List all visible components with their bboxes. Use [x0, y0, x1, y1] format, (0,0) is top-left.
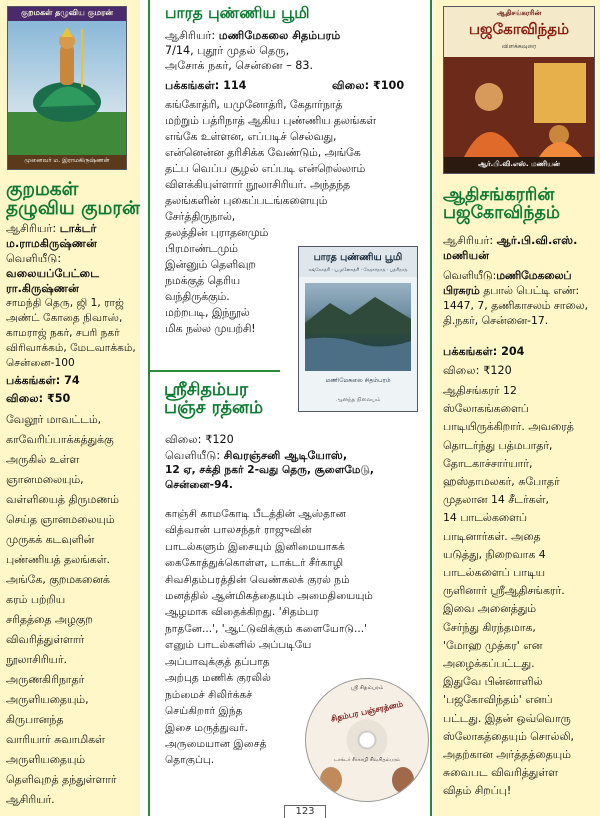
review-body-panchasrathnam-continued: அப்பாவுக்குத் தப்பாத அற்புத மணிக் குரலில் நம்மைச் சிலிர்க்கச் செய்கிறார் இந்த இசை மருத்துவர். அருமையான இசைத் தொகுப்பு.: [165, 656, 271, 767]
cover-title: பாரத புண்ணிய பூமி: [313, 252, 403, 263]
book-title-panchasrathnam: ஸ்ரீசிதம்பர பஞ்ச ரத்னம்: [164, 380, 264, 419]
author-name: டாக்டர் ம.ராமகிருஷ்ணன்: [6, 222, 98, 250]
publisher-label: வெளியீடு:: [165, 449, 221, 462]
publisher-label: வெளியீடு:: [6, 252, 62, 265]
column-divider-left: [148, 0, 150, 816]
review-body-bharatha-continued: சேர்த்திருநால், தலத்தின் புராதனமும் பிரமாண்டமும் இன்னும் தெளிவுற நமக்குத் தெரிய வந்திருக்கும். மற்றபடி, இந்நூல் மிக நல்ல முயற்சி!: [165, 210, 269, 335]
pages-label: பக்கங்கள்:: [6, 374, 61, 387]
author-line: [443, 233, 598, 263]
price-label: விலை:: [332, 79, 370, 92]
price-line: [165, 432, 234, 447]
author-line: [165, 28, 427, 43]
book-title-kuramagal: குறமகள் தழுவிய குமரன்: [6, 179, 140, 220]
author-label: ஆசிரியர்:: [443, 234, 494, 247]
column-divider-right: [430, 0, 432, 816]
price-value: ₹50: [46, 392, 71, 405]
price-line: [332, 78, 404, 93]
author-name: ஆர்.பி.வி.எஸ். மணியன்: [443, 234, 578, 262]
publisher-name: வலையப்பேட்டை ரா.கிருஷ்ணன்: [6, 267, 100, 295]
cover-subtitle: கங்கோத்ரி · யமுனோத்ரி · கேதார்நாத் · பத்ரிநாத்: [308, 268, 408, 273]
book-cover-bharatha: [298, 246, 418, 412]
author-label: ஆசிரியர்:: [165, 29, 216, 42]
publisher-name: சிவரஞ்சனி ஆடியோஸ்,: [223, 449, 348, 462]
author-name: மணிமேகலை சிதம்பரம்: [218, 29, 341, 42]
book-cover-kuramagal: [7, 6, 127, 170]
publisher-label: வெளியீடு:: [443, 269, 497, 282]
pages-label: பக்கங்கள்:: [165, 79, 220, 92]
price-value: ₹120: [205, 433, 234, 446]
cover-top-text: ஆதிசங்கரரின்: [496, 9, 542, 17]
music-cd: [305, 678, 429, 802]
cover-title: பஜகோவிந்தம்: [468, 20, 570, 38]
author-label: ஆசிரியர்:: [6, 222, 57, 235]
cd-title: சிதம்பர பஞ்சரத்னம்: [330, 699, 404, 724]
singer-photo-left: [320, 767, 342, 793]
cd-top-text: ஸ்ரீ சிதம்பரம்: [350, 685, 384, 691]
page-number: 123: [284, 805, 326, 818]
pages-line: [6, 373, 80, 388]
pages-line: [443, 344, 524, 359]
river-mountain-photo: [305, 283, 411, 371]
singer-photo-right: [392, 767, 414, 793]
publisher-name: மணிமேகலைப் பிரசுரம்: [443, 269, 572, 297]
review-body-panchasrathnam: காஞ்சி காமகோடி பீடத்தின் ஆஸ்தான வித்வான் பாலசந்தர் ராஜுவின் பாடல்களும் இசையும் இனிமையாகக் கைகோத்துக்கொள்ள, டாக்டர் சீர்காழி சிவசிதம்பரத்தின் வெண்கலக் குரல் நம் மனத்தில் ஆன்மிகத்தையும் அமைதியையும் ஆழமாக விதைக்கிறது. 'சிதம்பர நாதனே...', 'ஆட்டுவிக்கும் களையோடு...' எனும் பாடல்களில் அப்படியே: [165, 508, 373, 652]
sage-illustration: [444, 57, 594, 157]
price-line: [443, 363, 512, 378]
price-value: ₹100: [372, 79, 405, 92]
book-title-bhajagovindam: ஆதிசங்கரரின் பஜகோவிந்தம்: [443, 185, 560, 224]
publisher-address: தபால் பெட்டி எண்: 1447, 7, தணிகாசலம் சாலை, தி.நகர், சென்னை-17.: [443, 284, 589, 327]
price-label: விலை:: [443, 364, 480, 377]
publisher-address: சாமந்தி தெரு, ஜி 1, ராஜ் அண்ட் கோதை நிவாஸ், காமராஜ் நகர், சபரி நகர் விரிவாக்கம், மேடவாக்கம், சென்னை-100: [6, 297, 136, 369]
cover-title: குறமகள் தழுவிய குமரன்: [21, 8, 113, 17]
publisher-address: 12 ஏ, சக்தி நகர் 2-வது தெரு, சூளைமேடு, சென்னை-94.: [165, 464, 374, 491]
price-value: ₹120: [483, 364, 512, 377]
pages-label: பக்கங்கள்:: [443, 345, 498, 358]
review-body-bharatha: கங்கோத்ரி, யமுனோத்ரி, கேதார்நாத் மற்றும் பத்ரிநாத் ஆகிய புண்ணிய தலங்கள் எங்கே உள்ளன, எப்படிச் செல்வது, என்னென்ன தரிசிக்க வேண்டும், அங்கே தட்ப வெப்ப சூழல் எப்படி என்றெல்லாம் விளக்கியுள்ளார் நூலாசிரியர். அந்தந்த தலங்களின் புகைப்படங்களையும்: [165, 98, 376, 207]
book-title-bharatha: பாரத புண்ணிய பூமி: [165, 4, 310, 22]
cover-subtitle: விளக்கவுரை: [501, 43, 537, 50]
cover-caption: மணிமேகலை சிதம்பரம்: [325, 377, 391, 384]
publisher-line: [165, 448, 430, 463]
pages-value: 204: [501, 345, 525, 358]
publisher-address: 7/14, புதூர் முதல் தெரு, அசோக் நகர், சென்னை – 83.: [165, 44, 314, 72]
pages-value: 74: [64, 374, 80, 387]
section-divider: [150, 370, 280, 372]
publisher-line: [443, 268, 598, 328]
review-body-bhajagovindam: ஆதிசங்கரர் 12 ஸ்லோகங்களைப் பாடியிருக்கிறார். அவரைத் தொடர்ந்து பத்மபாதர், தோடகாச்சார்யார், ஹஸ்தாமலகர், சுபோதர் முதலான 14 சீடர்கள், 14 பாடல்களைப் பாடினார்கள். அதை யடுத்து, நிறைவாக 4 பாடல்களைப் பாடிய ருளினார் ஸ்ரீஆதிசங்கரர். இவை அனைத்தும் சேர்ந்து கிரந்தமாக, 'மோஹ முத்கர' என அழைக்கப்பட்டது. இதுவே பின்னாளில் 'பஜகோவிந்தம்' எனப் பட்டது. இதன் ஒவ்வொரு ஸ்லோகத்தையும் சொல்லி, அதற்கான அர்த்தத்தையும் சுவைபட விவரித்துள்ள விதம் சிறப்பு!: [443, 384, 574, 798]
price-line: [6, 391, 70, 406]
pages-line: [165, 78, 246, 93]
mountain-illustration: [305, 283, 411, 371]
pages-value: 114: [223, 79, 247, 92]
price-label: விலை:: [165, 433, 202, 446]
cover-footer: ஆனந்த நிலையம்: [335, 397, 381, 403]
review-body-kuramagal: வேலூர் மாவட்டம், காவேரிப்பாக்கத்துக்கு அருகில் உள்ள ஞானமலையும், வள்ளியைத் திருமணம் செய்த ஞானமலையும் முருகக் கடவுளின் புண்ணியத் தலங்கள். அங்கே, குறமகனைக் கரம் பற்றிய சரிதத்தை அழகுற விவரித்துள்ளார் நூலாசிரியர். அருணகிரிநாதர் அருளியதையும், கிருபானந்த வாரியார் சுவாமிகள் அருளியதையும் தெளிவுறத் தந்துள்ளார் ஆசிரியர்.: [6, 413, 119, 806]
cover-caption: ஆர்.பி.வி.எஸ். மணியன்: [478, 160, 560, 168]
price-label: விலை:: [6, 392, 44, 405]
cd-singer: டாக்டர் சீர்காழி சிவசிதம்பரம்: [334, 757, 400, 763]
book-cover-bhajagovindam: [443, 6, 595, 174]
murugan-on-peacock-illustration: [30, 27, 104, 127]
author-line: [6, 221, 144, 251]
cover-caption: முனைவர் ம. இராமகிருஷ்ணன்: [24, 157, 110, 164]
